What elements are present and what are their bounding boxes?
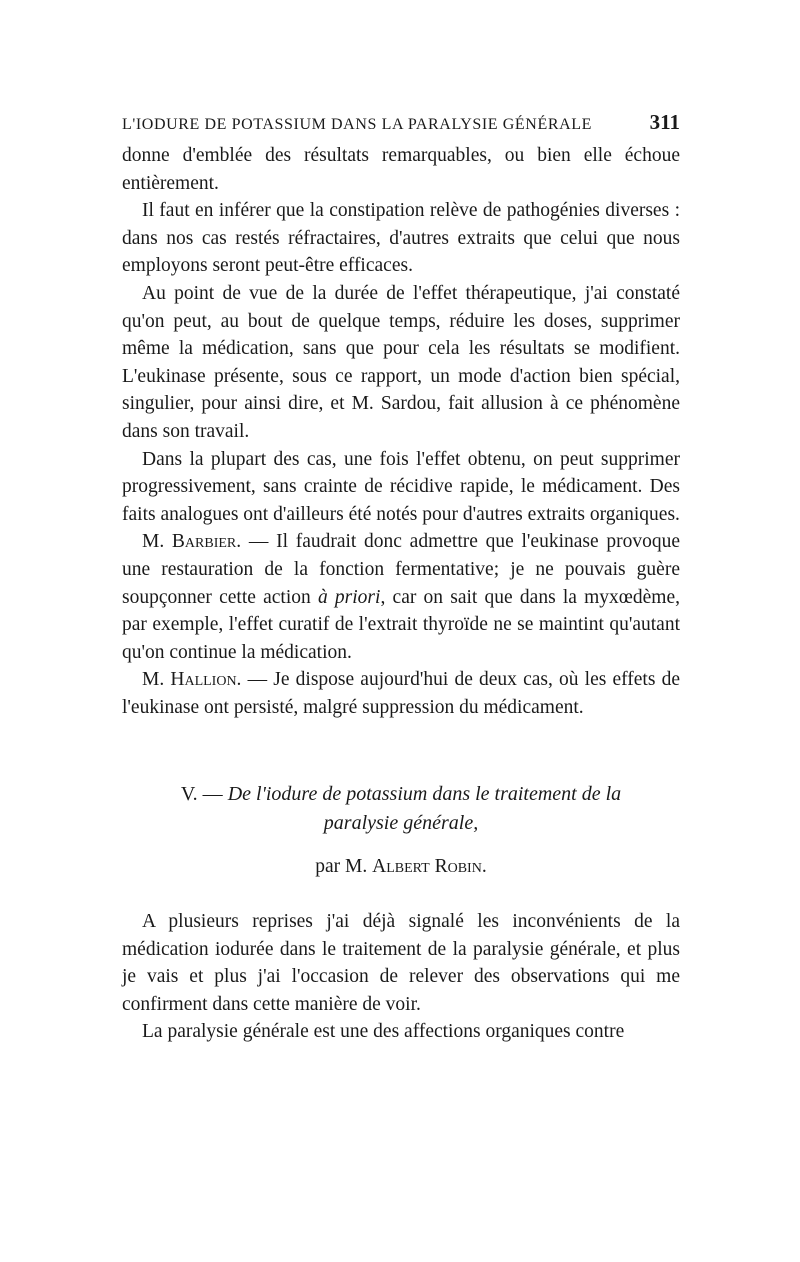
paragraph-suppression: Dans la plupart des cas, une fois l'effet obtenu, on peut supprimer progressivement, sans crainte de récidive rapide, le médicament. Des faits analogues ont d'ailleurs été notés pour d'autres extraits organiques. — [122, 448, 680, 525]
speaker-hallion: M. Hallion. — [142, 669, 242, 691]
paragraph-paralysie: La paralysie générale est une des affections organiques contre — [142, 1021, 625, 1043]
byline — [122, 856, 680, 878]
paragraph-continuation: donne d'emblée des résultats remarquables, ou bien elle échoue entièrement. — [122, 145, 680, 194]
speaker-barbier: M. Barbier. — [142, 531, 242, 553]
section-heading-line1 — [122, 780, 680, 809]
barbier-italic: à priori — [317, 586, 381, 608]
running-title: L'IODURE DE POTASSIUM DANS LA PARALYSIE GÉNÉRALE — [122, 116, 593, 133]
paragraph-barbier — [122, 528, 680, 666]
paragraph-constipation: Il faut en inférer que la constipation relève de pathogénies diverses : dans nos cas restés réfractaires, d'autres extraits que celui que nous employons seront peut-être efficaces. — [122, 200, 680, 277]
barbier-text-a: — Il faudrait donc admettre que l'eukinase provoque une restauration de la fonction fermentative; je ne pouvais guère soupçonner cette action — [122, 531, 680, 608]
byline-author: Albert Robin. — [372, 856, 487, 877]
hallion-text: — Je dispose aujourd'hui de deux cas, où les effets de l'eukinase ont persisté, malgré suppression du médicament. — [122, 669, 680, 718]
section-title-line2: paralysie générale, — [323, 812, 479, 834]
running-header — [122, 110, 680, 135]
page-number: 311 — [649, 110, 680, 134]
section-title-line1: De l'iodure de potassium dans le traitement de la — [227, 783, 622, 805]
byline-prefix: par M. — [315, 856, 373, 877]
paragraph-therapeutic-effect: Au point de vue de la durée de l'effet thérapeutique, j'ai constaté qu'on peut, au bout de quelque temps, réduire les doses, supprimer même la médication, sans que pour cela les résultats se modifient. L'eukinase présente, sous ce rapport, un mode d'action bien spécial, singulier, pour ainsi dire, et M. Sardou, fait allusion à ce phénomène dans son travail. — [122, 282, 680, 442]
barbier-text-b: , car on sait que dans la myxœdème, par exemple, l'effet curatif de l'extrait thyroïde ne se maintint qu'autant qu'on continue la médication. — [122, 586, 680, 663]
body-text-top — [122, 142, 680, 721]
section-number: V. — — [180, 783, 228, 805]
paragraph-hallion — [122, 666, 680, 721]
paragraph-iodure: A plusieurs reprises j'ai déjà signalé les inconvénients de la médication iodurée dans le traitement de la paralysie générale, et plus je vais et plus j'ai l'occasion de relever des observations qui me confirment dans cette manière de voir. — [122, 911, 680, 1015]
body-text-bottom — [122, 908, 680, 1046]
section-heading — [122, 780, 680, 838]
